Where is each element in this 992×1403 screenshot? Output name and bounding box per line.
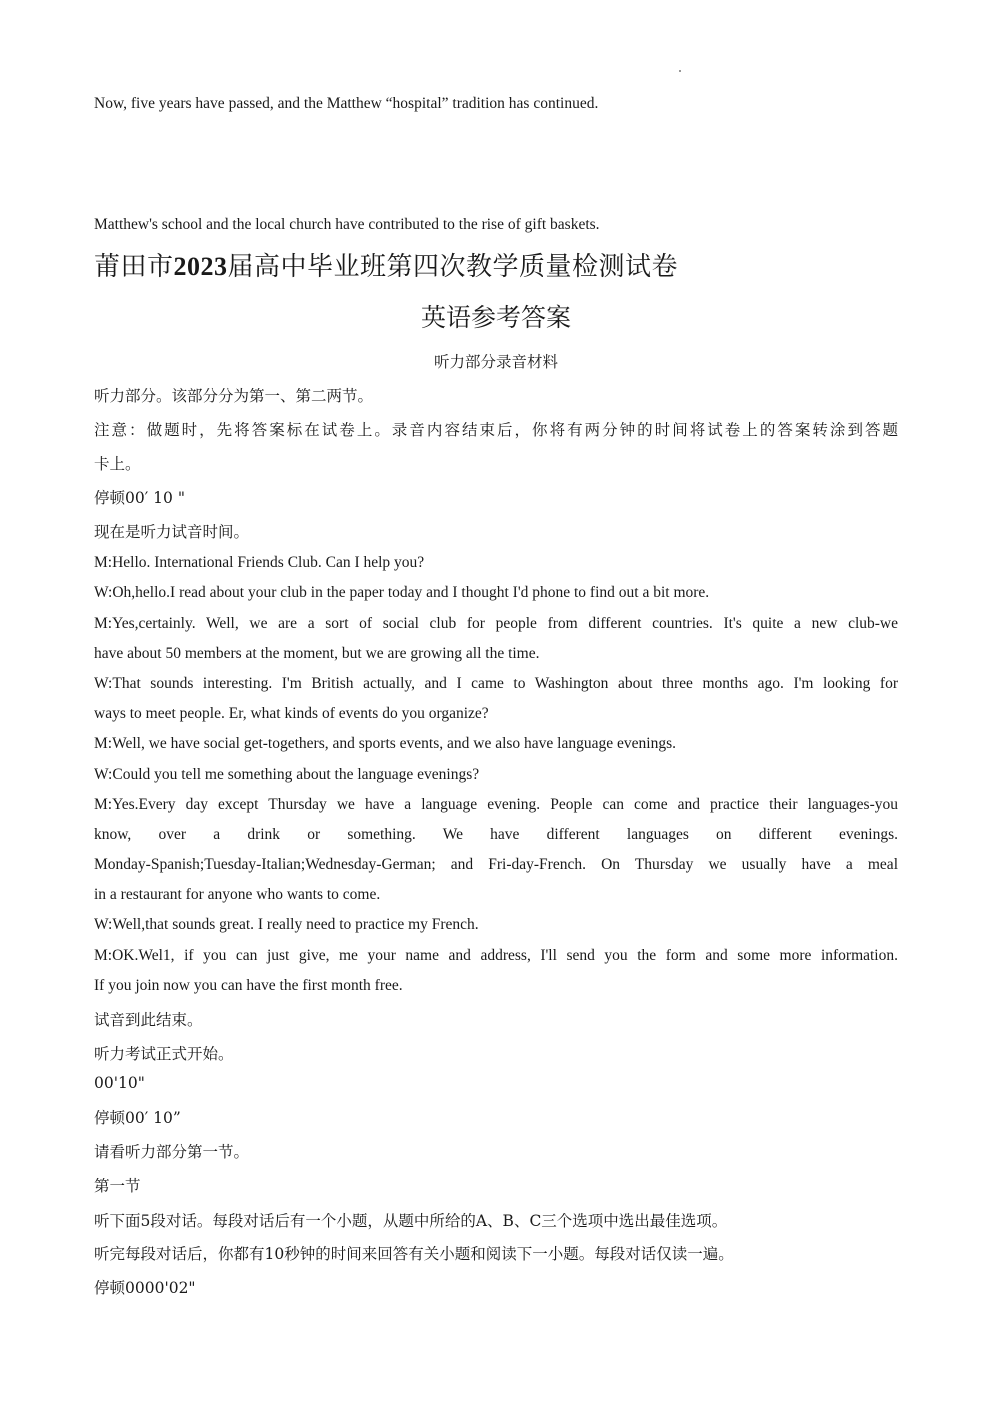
text-line: W:Could you tell me something about the language evenings? — [94, 766, 480, 783]
text-line: ways to meet people. Er, what kinds of events do you organize? — [94, 705, 489, 722]
text-line: 现在是听力试音时间。 — [94, 523, 250, 541]
text-line: Matthew's school and the local church have contributed to the rise of gift baskets. — [94, 216, 600, 233]
text-line: in a restaurant for anyone who wants to come. — [94, 886, 381, 903]
section-heading: 听力部分录音材料 — [433, 353, 558, 371]
text-line: Now, five years have passed, and the Matthew “hospital” tradition has continued. — [94, 95, 599, 112]
text-line: 00'10" — [94, 1074, 145, 1092]
text-line: M:Well, we have social get-togethers, and sports events, and we also have language evenings. — [94, 735, 676, 752]
text-line: 停顿00′ 10 " — [94, 489, 185, 507]
text-line: W:Oh,hello.I read about your club in the paper today and I thought I'd phone to find out a bit more. — [94, 584, 710, 601]
document-subtitle: 英语参考答案 — [420, 303, 571, 332]
text-line: 听完每段对话后，你都有10秒钟的时间来回答有关小题和阅读下一小题。每段对话仅读一遍。 — [94, 1245, 734, 1263]
text-line: 听力考试正式开始。 — [94, 1045, 234, 1063]
text-line: know, over a drink or something. We have different languages on different evenings. — [94, 826, 898, 843]
text-line: 请看听力部分第一节。 — [94, 1143, 250, 1161]
text-line: 听力部分。该部分分为第一、第二两节。 — [94, 387, 374, 405]
text-line: 第一节 — [94, 1177, 141, 1195]
text-line: M:OK.Wel1, if you can just give, me your name and address, I'll send you the form and some more information. — [94, 947, 898, 964]
text-line: M:Yes,certainly. Well, we are a sort of social club for people from different countries. It's quite a new club-we — [94, 615, 898, 632]
title-prefix: 莆田市 — [94, 252, 174, 282]
text-line: If you join now you can have the first month free. — [94, 977, 403, 994]
title-suffix: 届高中毕业班第四次教学质量检测试卷 — [227, 252, 679, 282]
document-title — [94, 246, 678, 283]
text-line: 听下面5段对话。每段对话后有一个小题，从题中所给的A、B、C三个选项中选出最佳选项。 — [94, 1212, 728, 1230]
text-line: 注意：做题时，先将答案标在试卷上。录音内容结束后，你将有两分钟的时间将试卷上的答案转涂到答题 — [94, 421, 898, 439]
text-line: 停顿00′ 10” — [94, 1109, 181, 1127]
title-year: 2023 — [173, 252, 228, 281]
text-line: have about 50 members at the moment, but we are growing all the time. — [94, 645, 540, 662]
text-line: M:Yes.Every day except Thursday we have a language evening. People can come and practice their languages-you — [94, 796, 898, 813]
stray-mark — [679, 70, 681, 72]
text-line: M:Hello. International Friends Club. Can I help you? — [94, 554, 425, 571]
text-line: 试音到此结束。 — [94, 1011, 203, 1029]
text-line: Monday-Spanish;Tuesday-Italian;Wednesday-German; and Fri-day-French. On Thursday we usually have a meal — [94, 856, 898, 873]
text-line: 卡上。 — [94, 455, 141, 473]
text-line: 停顿0000'02" — [94, 1279, 196, 1297]
text-line: W:Well,that sounds great. I really need to practice my French. — [94, 916, 479, 933]
text-line: W:That sounds interesting. I'm British actually, and I came to Washington about three months ago. I'm looking for — [94, 675, 898, 692]
